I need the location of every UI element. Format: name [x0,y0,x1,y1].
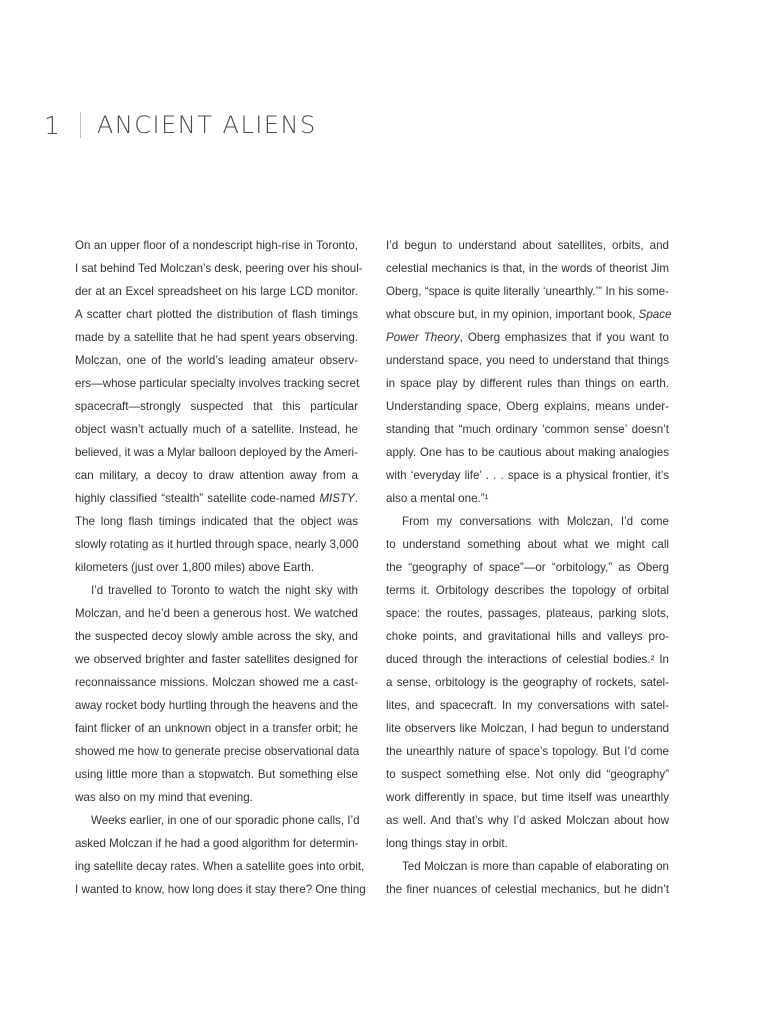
chapter-divider [80,112,81,138]
text-line: slowly rotating as it hurtled through space, nearly 3,000 [75,538,359,551]
text-line: to understand something about what we might call [386,538,669,551]
text-line: long things stay in orbit. [386,837,508,850]
text-line: Ted Molczan is more than capable of elaborating on [402,860,669,873]
text-line: reconnaissance missions. Molczan showed me a cast- [75,676,358,689]
text-line: also a mental one.”¹ [386,492,489,505]
text-line: On an upper floor of a nondescript high-rise in Toronto, [75,239,358,252]
text-line: space: the routes, passages, plateaus, parking slots, [386,607,669,620]
text-line: Power Theory, Oberg emphasizes that if you want to [386,331,669,344]
text-line: I sat behind Ted Molczan’s desk, peering over his shoul- [75,262,363,275]
text-line: believed, it was a Mylar balloon deployed by the Ameri- [75,446,358,459]
text-line: the unearthly nature of space’s topology. But I’d come [386,745,669,758]
text-line: Weeks earlier, in one of our sporadic phone calls, I’d [91,814,360,827]
text-line: was also on my mind that evening. [75,791,253,804]
text-line: ers—whose particular specialty involves tracking secret [75,377,360,390]
text-line: understand space, you need to understand that things [386,354,669,367]
text-line: showed me how to generate precise observational data [75,745,360,758]
text-line: asked Molczan if he had a good algorithm for determin- [75,837,359,850]
text-column-left [75,234,366,901]
text-line: a sense, orbitology is the geography of rockets, satel- [386,676,669,689]
text-line: The long flash timings indicated that the object was [75,515,358,528]
chapter-title: ANCIENT ALIENS [96,111,317,139]
text-line: ing satellite decay rates. When a satellite goes into orbit, [75,860,365,873]
text-line: celestial mechanics is that, in the words of theorist Jim [386,262,669,275]
text-line: with ‘everyday life’ . . . space is a physical frontier, it’s [386,469,669,482]
text-line: Understanding space, Oberg explains, means under- [386,400,669,413]
text-line: we observed brighter and faster satellites designed for [75,653,358,666]
text-line: lites, and spacecraft. In my conversations with satel- [386,699,669,712]
text-line: I wanted to know, how long does it stay there? One thing [75,883,366,896]
text-line: made by a satellite that he had spent years observing. [75,331,358,344]
text-line: terms it. Orbitology describes the topology of orbital [386,584,669,597]
text-line: standing that “much ordinary ‘common sense’ doesn’t [386,423,669,436]
text-line: lite observers like Molczan, I had begun to understand [386,722,669,735]
text-line: Oberg, “space is quite literally ‘unearthly.’” In his some- [386,285,669,298]
text-line: as well. And that’s why I’d asked Molczan about how [386,814,669,827]
text-line: highly classified “stealth” satellite code-named MISTY. [75,492,358,505]
text-line: using little more than a stopwatch. But something else [75,768,358,781]
text-line: I’d begun to understand about satellites, orbits, and [386,239,669,252]
text-line: the finer nuances of celestial mechanics, but he didn’t [386,883,669,896]
text-line: A scatter chart plotted the distribution of flash timings [75,308,358,321]
text-line: choke points, and gravitational hills and valleys pro- [386,630,669,643]
text-line: kilometers (just over 1,800 miles) above Earth. [75,561,315,574]
text-line: what obscure but, in my opinion, important book, Space [386,308,672,321]
text-line: the suspected decoy slowly amble across the sky, and [75,630,358,643]
text-line: away rocket body hurtling through the heavens and the [75,699,358,712]
text-line: can military, a decoy to draw attention away from a [75,469,358,482]
text-line: object wasn’t actually much of a satellite. Instead, he [75,423,358,436]
text-line: der at an Excel spreadsheet on his large LCD monitor. [75,285,358,298]
text-line: in space play by different rules than things on earth. [386,377,669,390]
text-line: the “geography of space”—or “orbitology,” as Oberg [386,561,669,574]
text-line: From my conversations with Molczan, I’d come [402,515,669,528]
chapter-heading [44,108,317,142]
text-line: Molczan, and he’d been a generous host. We watched [75,607,358,620]
text-line: I’d travelled to Toronto to watch the night sky with [91,584,358,597]
text-line: apply. One has to be cautious about making analogies [386,446,669,459]
text-column-right [386,234,672,901]
text-line: faint flicker of an unknown object in a transfer orbit; he [75,722,358,735]
chapter-number: 1 [44,110,61,140]
text-line: to suspect something else. Not only did “geography” [386,768,669,781]
text-line: spacecraft—strongly suspected that this particular [75,400,358,413]
text-line: work differently in space, but time itself was unearthly [386,791,669,804]
text-line: duced through the interactions of celestial bodies.² In [386,653,669,666]
text-line: Molczan, one of the world’s leading amateur observ- [75,354,358,367]
